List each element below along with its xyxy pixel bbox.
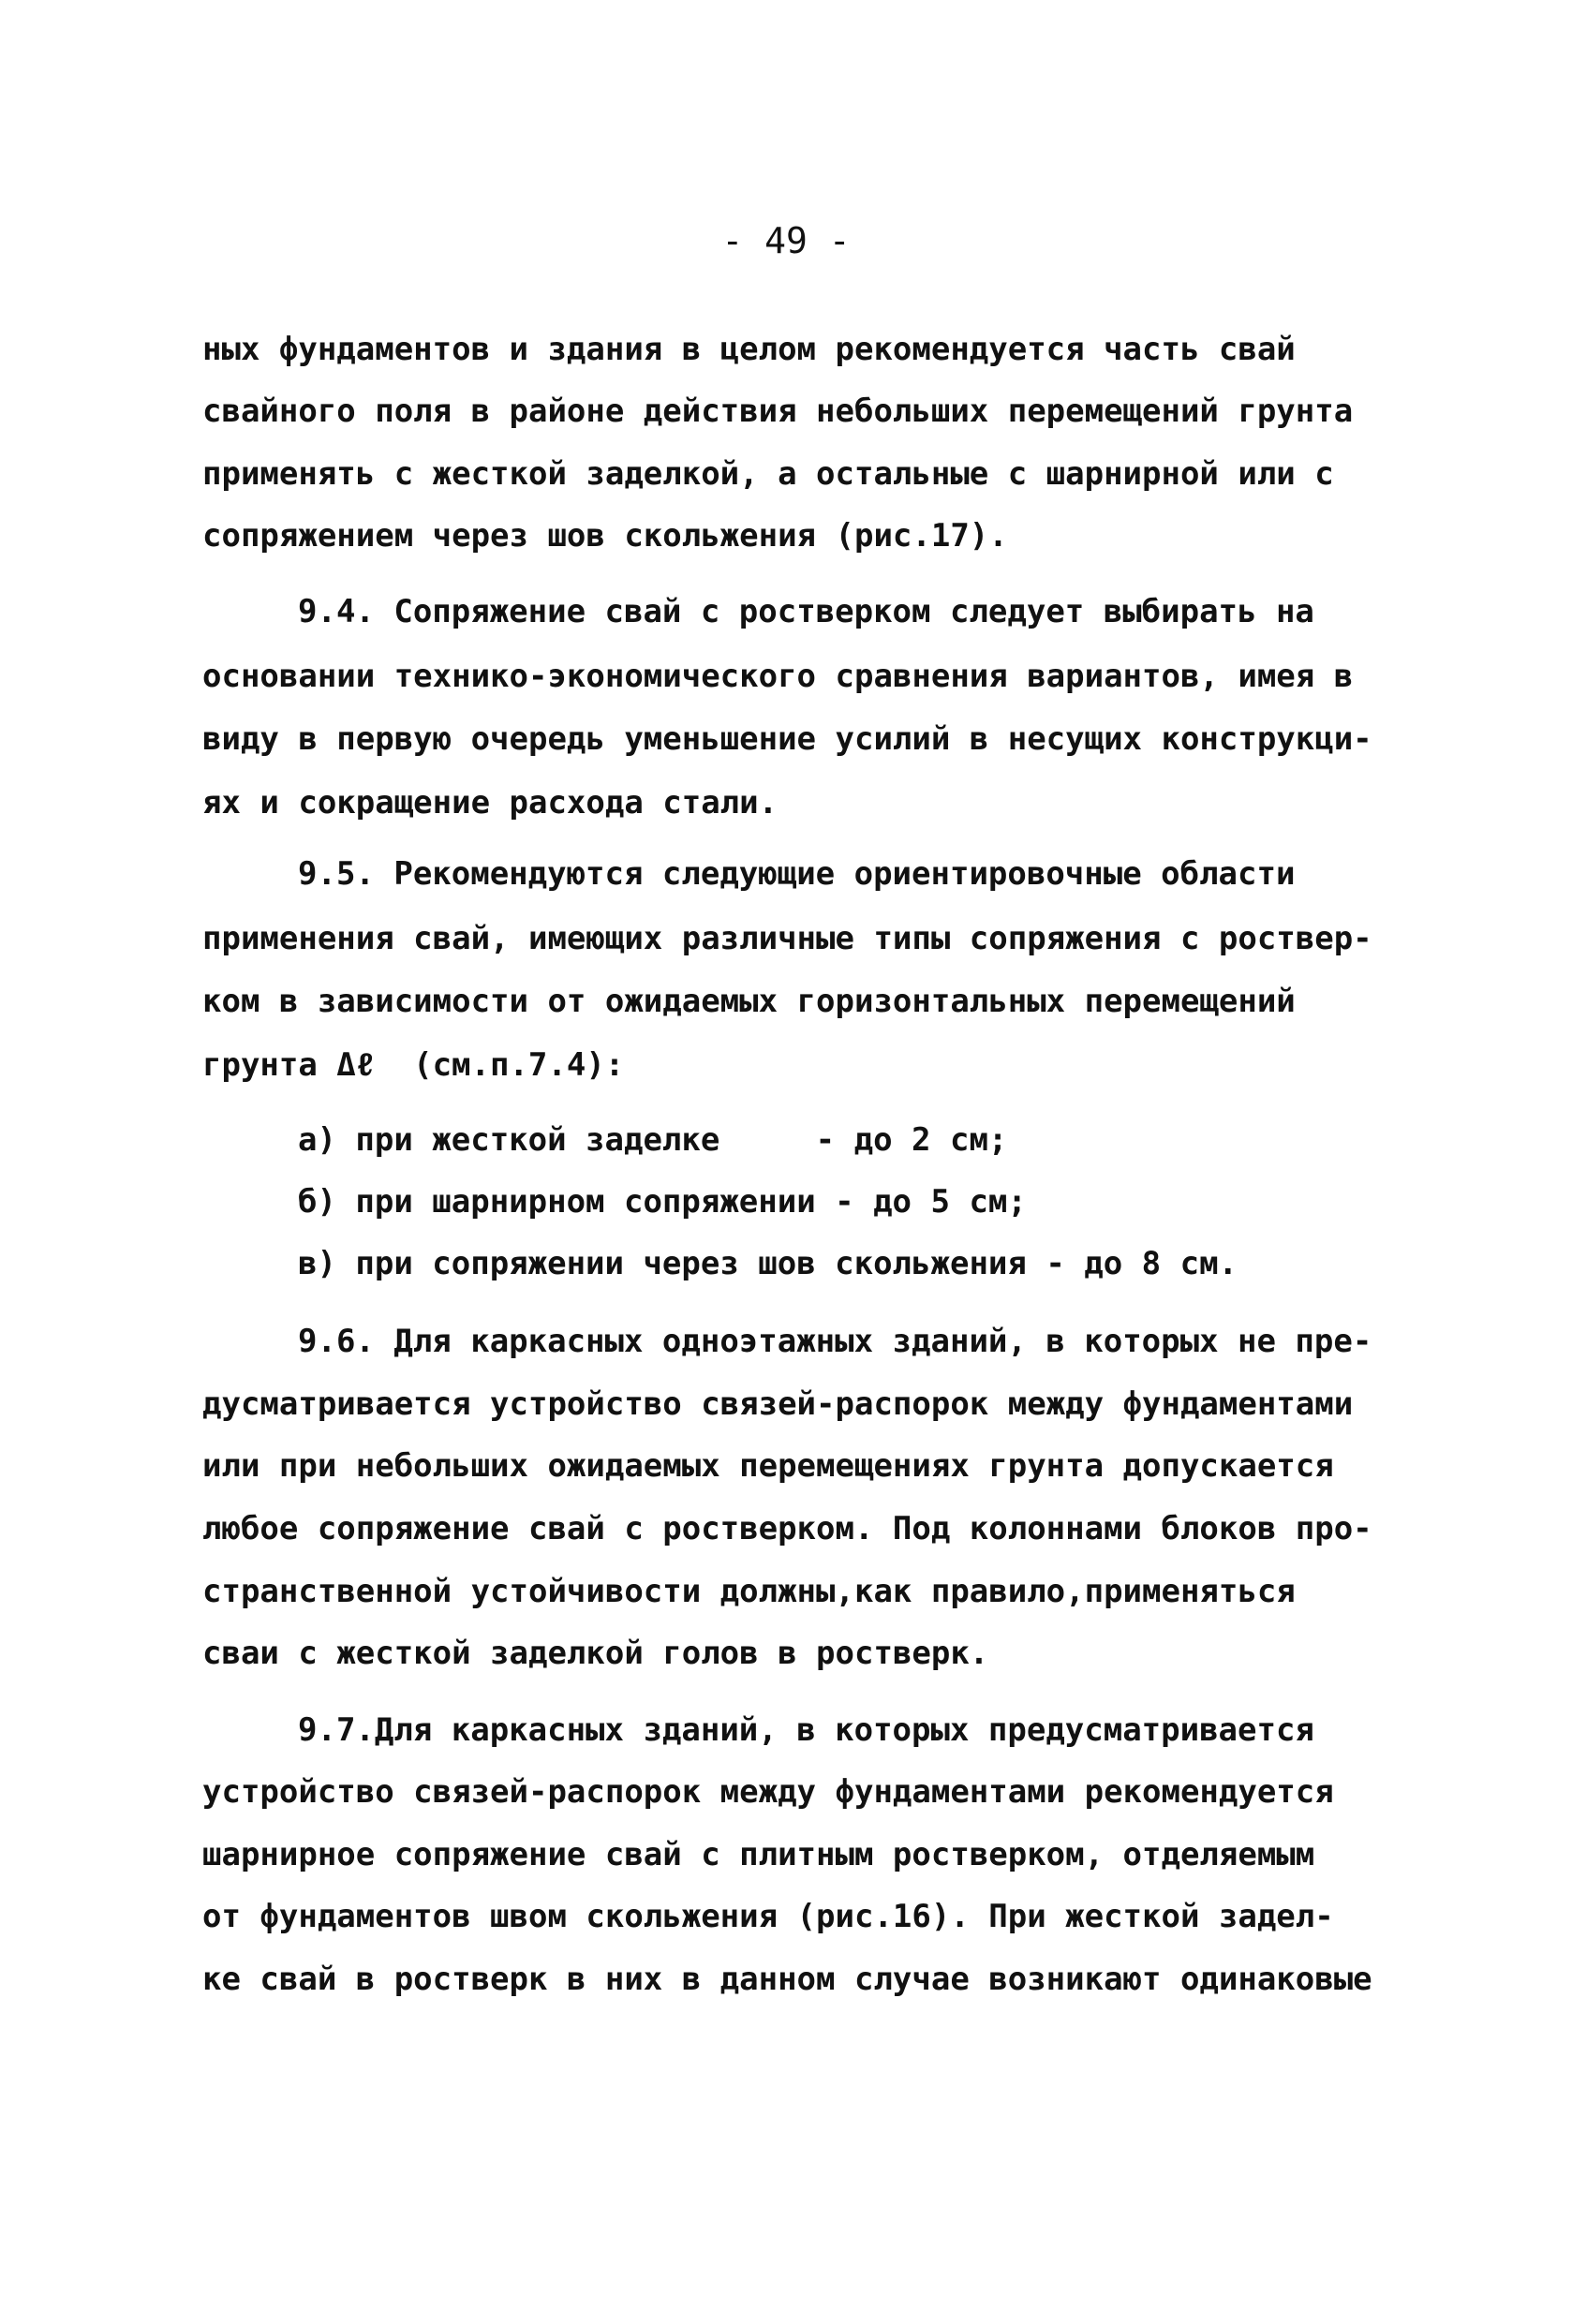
list-item-b: б) при шарнирном сопряжении - до 5 см;	[298, 1183, 1027, 1221]
text-line: любое сопряжение свай с ростверком. Под колоннами блоков про-	[202, 1510, 1372, 1547]
text-line: или при небольших ожидаемых перемещениях грунта допускается	[202, 1447, 1334, 1485]
text-line: сваи с жесткой заделкой голов в ростверк.	[202, 1635, 989, 1672]
paragraph-9-5-start: 9.5. Рекомендуются следующие ориентировочные области	[298, 855, 1296, 893]
paragraph-9-6-start: 9.6. Для каркасных одноэтажных зданий, в которых не пре-	[298, 1323, 1372, 1360]
text-line: ком в зависимости от ожидаемых горизонтальных перемещений	[202, 983, 1296, 1020]
text-line: применять с жесткой заделкой, а остальные с шарнирной или с	[202, 455, 1334, 493]
text-line: основании технико-экономического сравнения вариантов, имея в	[202, 658, 1354, 695]
text-line: странственной устойчивости должны,как правило,применяться	[202, 1573, 1296, 1610]
text-line: шарнирное сопряжение свай с плитным ростверком, отделяемым	[202, 1836, 1315, 1873]
text-line: от фундаментов швом скольжения (рис.16). При жесткой задел-	[202, 1898, 1334, 1935]
text-line: виду в первую очередь уменьшение усилий в несущих конструкци-	[202, 720, 1372, 758]
paragraph-9-4-start: 9.4. Сопряжение свай с ростверком следует выбирать на	[298, 593, 1314, 630]
list-item-a: а) при жесткой заделке - до 2 см;	[298, 1121, 1008, 1159]
text-line: грунта Δℓ (см.п.7.4):	[202, 1046, 625, 1084]
text-line: дусматривается устройство связей-распорок между фундаментами	[202, 1385, 1354, 1423]
text-line: сопряжением через шов скольжения (рис.17).	[202, 517, 1008, 555]
text-line: ях и сокращение расхода стали.	[202, 784, 779, 822]
text-line: свайного поля в районе действия небольших перемещений грунта	[202, 392, 1354, 430]
text-line: применения свай, имеющих различные типы сопряжения с роствер-	[202, 920, 1372, 957]
text-line: ке свай в ростверк в них в данном случае возникают одинаковые	[202, 1961, 1372, 1998]
paragraph-9-7-start: 9.7.Для каркасных зданий, в которых предусматривается	[298, 1711, 1314, 1749]
text-line: ных фундаментов и здания в целом рекомендуется часть свай	[202, 331, 1296, 368]
list-item-c: в) при сопряжении через шов скольжения - до 8 см.	[298, 1245, 1238, 1282]
text-line: устройство связей-распорок между фундаментами рекомендуется	[202, 1773, 1334, 1811]
page-number: - 49 -	[721, 220, 851, 261]
